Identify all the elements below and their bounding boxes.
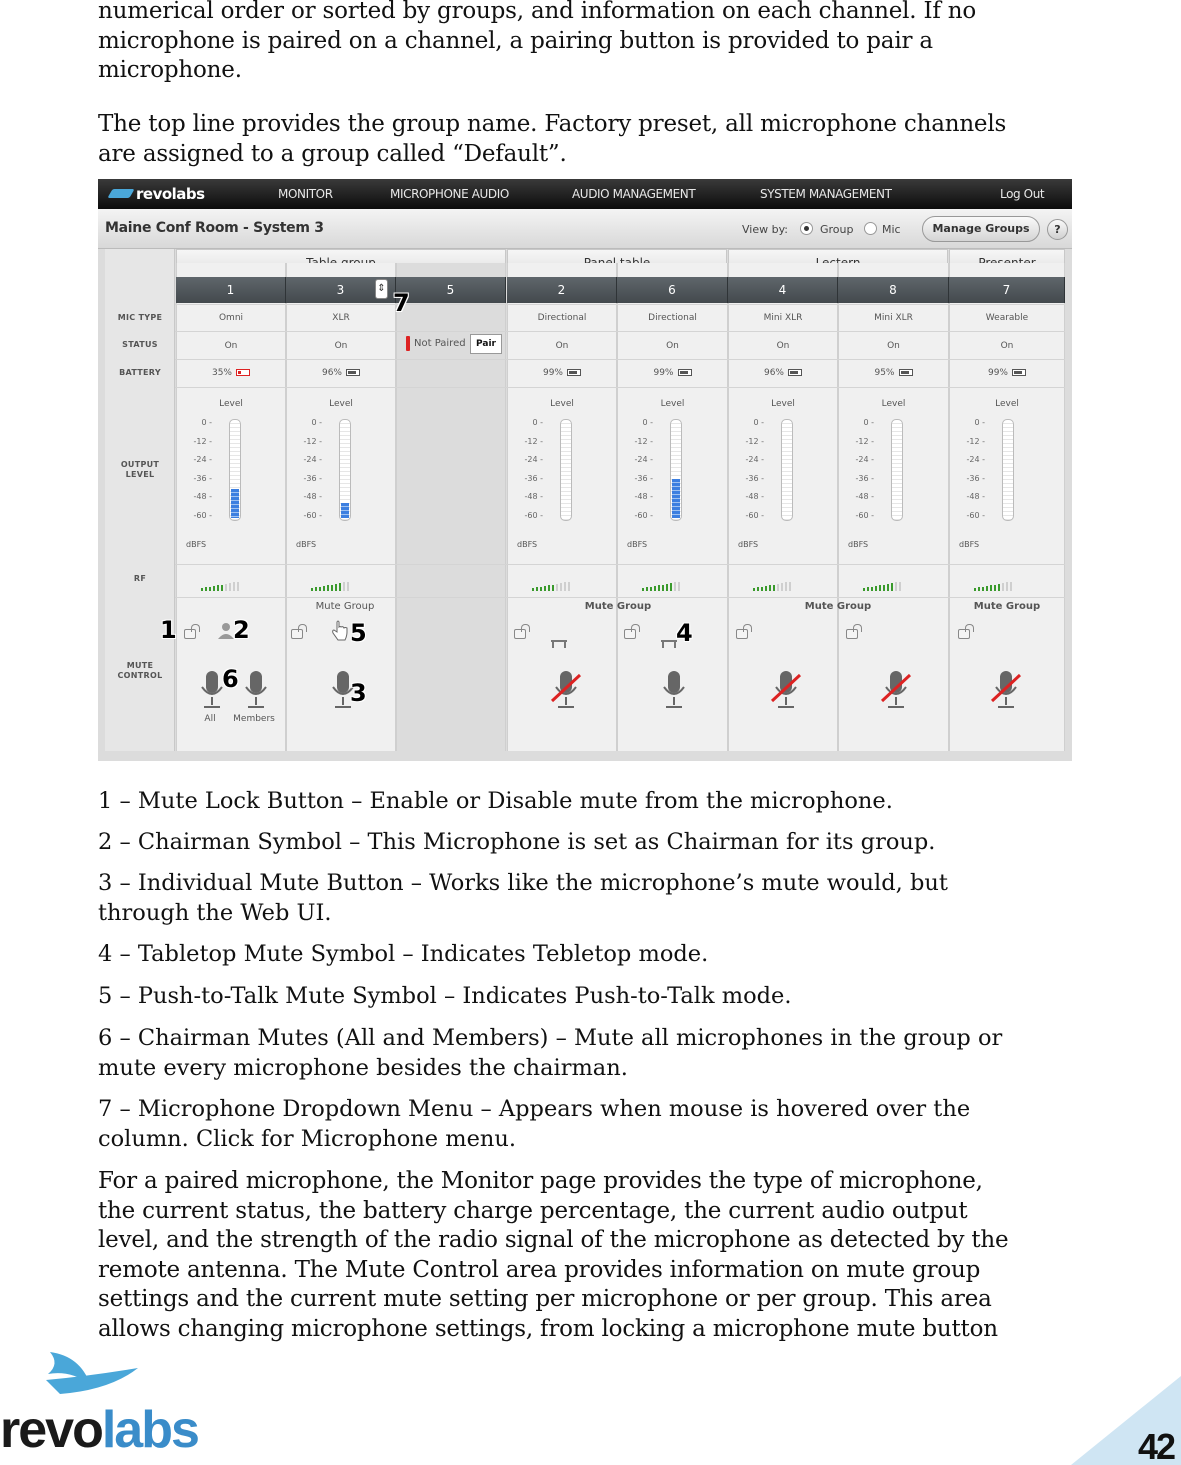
rf-signal-bars [311, 572, 351, 582]
rf-bar [233, 582, 235, 591]
rf-bar [974, 588, 976, 591]
scale-tick: -48 - [745, 492, 764, 501]
rf-bar [568, 582, 570, 591]
legend-item-6: 6 – Chairman Mutes (All and Members) – Mute all microphones in the group or [98, 1025, 1003, 1051]
text-line: are assigned to a group called “Default”. [98, 140, 567, 167]
manage-groups-button[interactable]: Manage Groups [922, 216, 1040, 242]
pair-button[interactable]: Pair [470, 334, 502, 354]
battery-percent: 95% [874, 368, 895, 378]
dbfs-label: dBFS [738, 540, 759, 549]
rf-bar [658, 585, 660, 591]
nav-audio-management[interactable]: AUDIO MANAGEMENT [572, 187, 696, 201]
rf-bar [998, 584, 1000, 591]
scale-tick: 0 - [311, 418, 322, 427]
rf-bar [891, 583, 893, 591]
scale-tick: -48 - [634, 492, 653, 501]
mute-members-microphone-icon[interactable] [238, 669, 274, 715]
scale-tick: -24 - [745, 455, 764, 464]
not-paired-cell [398, 334, 506, 358]
scale-tick: -36 - [303, 473, 322, 483]
rf-bar [205, 587, 207, 591]
page-number: 42 [1138, 1426, 1175, 1465]
rf-signal-bars [974, 572, 1014, 582]
scale-tick: 0 - [532, 418, 543, 427]
rf-bar [650, 587, 652, 591]
scale-tick: -36 - [745, 473, 764, 483]
scale-tick: -48 - [966, 492, 985, 501]
mic-type-value: Mini XLR [763, 313, 803, 323]
mic-type-value: XLR [332, 313, 350, 323]
rf-bar [560, 583, 562, 591]
scale-tick: -60 - [966, 510, 985, 520]
callout-4: 4 [676, 619, 693, 647]
output-level-meter [560, 419, 572, 521]
rf-bar [552, 585, 554, 592]
individual-mute-microphone-icon[interactable] [656, 669, 692, 715]
rf-bar [887, 584, 889, 591]
status-value: On [224, 341, 238, 351]
dbfs-label: dBFS [296, 540, 317, 549]
battery-value [949, 368, 1065, 378]
rf-bar [556, 584, 558, 591]
level-label: Level [881, 399, 906, 409]
rf-bar [781, 583, 783, 591]
channel-number[interactable]: 3 [286, 277, 396, 303]
rf-bar [646, 587, 648, 591]
channel-number[interactable]: 5 [396, 277, 506, 303]
rf-bar [339, 583, 341, 591]
rf-bar [343, 582, 345, 591]
row-header-mic-type: MIC TYPE [117, 313, 163, 322]
rf-bar [201, 588, 203, 591]
help-button[interactable]: ? [1047, 219, 1068, 240]
mute-lock-icon[interactable] [846, 629, 858, 639]
muted-microphone-icon[interactable] [988, 669, 1024, 715]
text-line: the current status, the battery charge percentage, the current audio output [98, 1197, 968, 1224]
rf-signal-bars [201, 572, 241, 582]
channel-number[interactable]: 7 [949, 277, 1065, 303]
battery-value [838, 368, 949, 378]
dbfs-label: dBFS [959, 540, 980, 549]
nav-monitor[interactable]: MONITOR [278, 187, 333, 201]
mute-group-label: Mute Group [584, 601, 652, 612]
mute-lock-icon[interactable] [958, 629, 970, 639]
battery-icon [236, 369, 250, 376]
level-label: Level [660, 399, 685, 409]
rf-signal-bars [753, 572, 793, 582]
scale-tick: -36 - [855, 473, 874, 483]
intro-paragraph-1 [98, 0, 1078, 86]
rf-bar [237, 582, 239, 591]
meter-fill [231, 489, 239, 518]
row-divider [175, 597, 1065, 598]
monitor-screenshot [98, 179, 1072, 761]
legend-item-1: 1 – Mute Lock Button – Enable or Disable mute from the microphone. [98, 788, 893, 814]
rf-bar [532, 588, 534, 591]
not-paired-indicator [406, 336, 410, 351]
meter-fill [341, 503, 349, 518]
rf-bar [315, 587, 317, 591]
rf-bar [548, 585, 550, 591]
rf-bar [331, 585, 333, 592]
scale-tick: -60 - [745, 510, 764, 520]
rf-bar [323, 586, 325, 591]
status-value: On [555, 341, 569, 351]
rf-bar [225, 584, 227, 591]
callout-1: 1 [160, 616, 177, 644]
text-line: settings and the current mute setting per microphone or per group. This area [98, 1286, 992, 1312]
battery-percent: 99% [987, 368, 1008, 378]
revolabs-logo: revolabs [110, 185, 205, 203]
mute-lock-icon[interactable] [736, 629, 748, 639]
rf-bar [221, 585, 223, 592]
rf-bar [642, 588, 644, 591]
battery-value [728, 368, 838, 378]
all-label: All [204, 714, 216, 724]
level-scale [627, 414, 653, 525]
dbfs-label: dBFS [848, 540, 869, 549]
rf-bar [319, 587, 321, 591]
text-line: The top line provides the group name. Factory preset, all microphone channels [98, 111, 1007, 137]
rf-bar [335, 584, 337, 591]
legend-item-3-cont: through the Web UI. [98, 900, 332, 926]
level-label: Level [995, 399, 1019, 409]
scale-tick: -60 - [524, 510, 543, 520]
mute-lock-icon[interactable] [624, 629, 636, 639]
row-header-rf: RF [133, 574, 147, 583]
status-value: On [1000, 341, 1014, 351]
channel-number[interactable]: 4 [728, 277, 838, 303]
status-value: On [666, 341, 679, 351]
legend-item-7: 7 – Microphone Dropdown Menu – Appears when mouse is hovered over the [98, 1096, 971, 1122]
rf-bar [899, 582, 901, 591]
status-value: On [334, 341, 348, 351]
callout-3: 3 [350, 679, 367, 707]
rf-bar [1006, 582, 1008, 591]
legend-item-4: 4 – Tabletop Mute Symbol – Indicates Tebletop mode. [98, 941, 709, 967]
row-divider [175, 359, 1065, 360]
battery-icon [567, 369, 581, 376]
battery-icon [899, 369, 913, 376]
scale-tick: -24 - [634, 455, 653, 464]
mute-lock-icon[interactable] [291, 629, 303, 639]
level-scale [959, 414, 985, 525]
mute-group-label: Mute Group [315, 601, 375, 612]
scale-tick: -60 - [855, 510, 874, 520]
text-line: level, and the strength of the radio signal of the microphone as detected by the [98, 1227, 1009, 1253]
channel-number[interactable]: 1 [176, 277, 286, 303]
view-mic-label: Mic [882, 223, 901, 236]
rf-bar [785, 582, 787, 591]
row-divider [175, 564, 1065, 565]
rf-bar [1010, 582, 1012, 591]
rf-bar [871, 587, 873, 591]
status-value: On [887, 341, 900, 351]
muted-microphone-icon[interactable] [548, 669, 584, 715]
battery-percent: 99% [542, 368, 563, 378]
meter-fill [672, 479, 680, 518]
channel-number[interactable]: 2 [507, 277, 617, 303]
dbfs-label: dBFS [627, 540, 648, 549]
legend-item-6-cont: mute every microphone besides the chairman. [98, 1055, 628, 1081]
level-label: Level [329, 399, 353, 409]
rf-bar [883, 585, 885, 592]
legend-item-3: 3 – Individual Mute Button – Works like the microphone’s mute would, but [98, 870, 948, 896]
mic-type-value: Mini XLR [874, 313, 913, 323]
battery-icon [678, 369, 692, 376]
rf-bar [978, 587, 980, 591]
rf-bar [982, 587, 984, 591]
scale-tick: -36 - [966, 473, 985, 483]
channel-number[interactable]: 6 [617, 277, 728, 303]
view-group-radio[interactable] [800, 222, 813, 235]
rf-bar [217, 585, 219, 591]
scale-tick: -60 - [193, 510, 212, 520]
battery-value [507, 368, 617, 378]
rf-bar [765, 586, 767, 591]
rf-bar [761, 587, 763, 591]
rf-signal-bars [532, 572, 572, 582]
legend-item-5: 5 – Push-to-Talk Mute Symbol – Indicates Push-to-Talk mode. [98, 983, 792, 1009]
scale-tick: -12 - [855, 436, 874, 446]
callout-7: 7 [393, 289, 410, 317]
text-line: numerical order or sorted by groups, and information on each channel. If no [98, 0, 977, 24]
row-divider [175, 304, 1065, 305]
rf-bar [789, 582, 791, 591]
text-line: remote antenna. The Mute Control area provides information on mute group [98, 1256, 981, 1283]
scale-tick: -60 - [303, 510, 322, 520]
scale-tick: -24 - [193, 455, 212, 464]
mic-type-value: Directional [648, 313, 697, 323]
scale-tick: -36 - [193, 473, 212, 483]
rf-bar [990, 585, 992, 591]
rf-bar [674, 582, 676, 591]
scale-tick: -48 - [855, 492, 874, 501]
rf-bar [662, 585, 664, 592]
callout-6: 6 [222, 665, 239, 693]
channel-number[interactable]: 8 [838, 277, 949, 303]
push-to-talk-icon [330, 619, 348, 641]
mute-group-label: Mute Group [804, 601, 872, 612]
row-header-output-level: OUTPUT LEVEL [120, 460, 160, 479]
level-scale [517, 414, 543, 525]
rf-bar [1002, 583, 1004, 591]
output-level-meter [1002, 419, 1014, 521]
scale-tick: -12 - [193, 436, 212, 446]
battery-percent: 96% [321, 368, 342, 378]
rf-bar [773, 585, 775, 592]
rf-bar [670, 583, 672, 591]
mic-type-value: Directional [537, 313, 587, 323]
scale-tick: 0 - [863, 418, 874, 427]
battery-percent: 35% [211, 368, 232, 378]
level-label: Level [219, 399, 243, 409]
scale-tick: 0 - [201, 418, 212, 427]
scale-tick: -48 - [524, 492, 543, 501]
level-scale [848, 414, 874, 525]
rf-bar [536, 587, 538, 591]
battery-value [286, 368, 396, 378]
battery-value [176, 368, 286, 378]
rf-bar [986, 586, 988, 591]
view-group-label: Group [820, 223, 854, 236]
not-paired-text: Not Paired [414, 338, 466, 349]
scale-tick: -12 - [966, 436, 985, 446]
row-divider [175, 331, 1065, 332]
row-header-column [105, 249, 175, 751]
dbfs-label: dBFS [186, 540, 207, 549]
battery-value [617, 368, 728, 378]
text-line: microphone. [98, 57, 242, 83]
level-scale [186, 414, 212, 525]
rf-bar [311, 588, 313, 591]
row-header-mute-control: MUTE CONTROL [117, 661, 163, 680]
scale-tick: -24 - [303, 455, 322, 464]
scale-tick: -24 - [855, 455, 874, 464]
mute-lock-icon[interactable] [184, 629, 196, 639]
scale-tick: -24 - [966, 455, 985, 464]
scale-tick: -12 - [745, 436, 764, 446]
output-level-meter [229, 419, 241, 521]
system-bar [98, 209, 1072, 249]
scale-tick: -24 - [524, 455, 543, 464]
muted-microphone-icon[interactable] [878, 669, 914, 715]
rf-bar [879, 585, 881, 591]
rf-bar [769, 585, 771, 591]
status-value: On [776, 341, 790, 351]
top-nav-bar [98, 179, 1072, 209]
microphone-dropdown-button[interactable]: ⇕ [375, 279, 388, 299]
scale-tick: 0 - [974, 418, 985, 427]
scale-tick: -36 - [524, 473, 543, 483]
scale-tick: -48 - [303, 492, 322, 501]
closing-paragraph [98, 1167, 1078, 1344]
rf-bar [753, 588, 755, 591]
scale-tick: -48 - [193, 492, 212, 501]
rf-bar [757, 587, 759, 591]
output-level-meter [339, 419, 351, 521]
output-level-meter [781, 419, 793, 521]
battery-icon [788, 369, 802, 376]
battery-icon [1012, 369, 1026, 376]
text-line: allows changing microphone settings, from locking a microphone mute button [98, 1315, 998, 1342]
rf-bar [895, 582, 897, 591]
nav-microphone-audio[interactable]: MICROPHONE AUDIO [390, 187, 509, 201]
legend-item-7-cont: column. Click for Microphone menu. [98, 1126, 517, 1152]
rf-bar [654, 586, 656, 591]
view-by-label: View by: [742, 223, 788, 236]
rf-bar [666, 584, 668, 591]
scale-tick: -12 - [524, 436, 543, 446]
legend-item-2: 2 – Chairman Symbol – This Microphone is set as Chairman for its group. [98, 829, 936, 855]
nav-log-out[interactable]: Log Out [1000, 187, 1045, 201]
rf-bar [540, 587, 542, 591]
output-level-meter [670, 419, 682, 521]
rf-bar [863, 588, 865, 591]
scale-tick: -12 - [634, 436, 653, 446]
battery-percent: 99% [653, 368, 674, 378]
tabletop-icon [548, 637, 570, 649]
battery-icon [346, 369, 360, 376]
mic-type-value: Wearable [985, 313, 1029, 323]
rf-bar [347, 582, 349, 591]
members-label: Members [233, 714, 275, 724]
scale-tick: -12 - [303, 436, 322, 446]
level-label: Level [771, 399, 795, 409]
text-line: microphone is paired on a channel, a pairing button is provided to pair a [98, 27, 933, 54]
muted-microphone-icon[interactable] [768, 669, 804, 715]
row-header-status: STATUS [122, 340, 158, 349]
row-divider [175, 387, 1065, 388]
rf-signal-bars [642, 572, 682, 582]
rf-bar [327, 585, 329, 591]
scale-tick: 0 - [753, 418, 764, 427]
rf-bar [213, 586, 215, 591]
dbfs-label: dBFS [517, 540, 538, 549]
system-title: Maine Conf Room - System 3 [105, 220, 324, 236]
mute-lock-icon[interactable] [514, 629, 526, 639]
nav-system-management[interactable]: SYSTEM MANAGEMENT [760, 187, 892, 201]
view-mic-radio[interactable] [864, 222, 877, 235]
rf-bar [564, 582, 566, 591]
rf-bar [209, 587, 211, 591]
rf-bar [994, 585, 996, 592]
callout-5: 5 [350, 619, 367, 647]
level-label: Level [550, 399, 574, 409]
footer-logo-text: revolabs [0, 1401, 198, 1459]
output-level-meter [891, 419, 903, 521]
row-header-battery: BATTERY [119, 368, 161, 377]
level-scale [296, 414, 322, 525]
rf-bar [544, 586, 546, 591]
level-scale [738, 414, 764, 525]
rf-bar [777, 584, 779, 591]
rf-bar [867, 587, 869, 591]
callout-2: 2 [233, 616, 250, 644]
mic-type-value: Omni [218, 313, 244, 323]
scale-tick: -60 - [634, 510, 653, 520]
battery-percent: 96% [763, 368, 784, 378]
mute-group-label: Mute Group [973, 601, 1041, 612]
scale-tick: -36 - [634, 473, 653, 483]
scale-tick: 0 - [642, 418, 653, 427]
intro-paragraph-2 [98, 110, 1078, 169]
rf-bar [229, 583, 231, 591]
rf-bar [875, 586, 877, 591]
rf-bar [678, 582, 680, 591]
rf-signal-bars [863, 572, 903, 582]
text-line: For a paired microphone, the Monitor page provides the type of microphone, [98, 1168, 983, 1194]
